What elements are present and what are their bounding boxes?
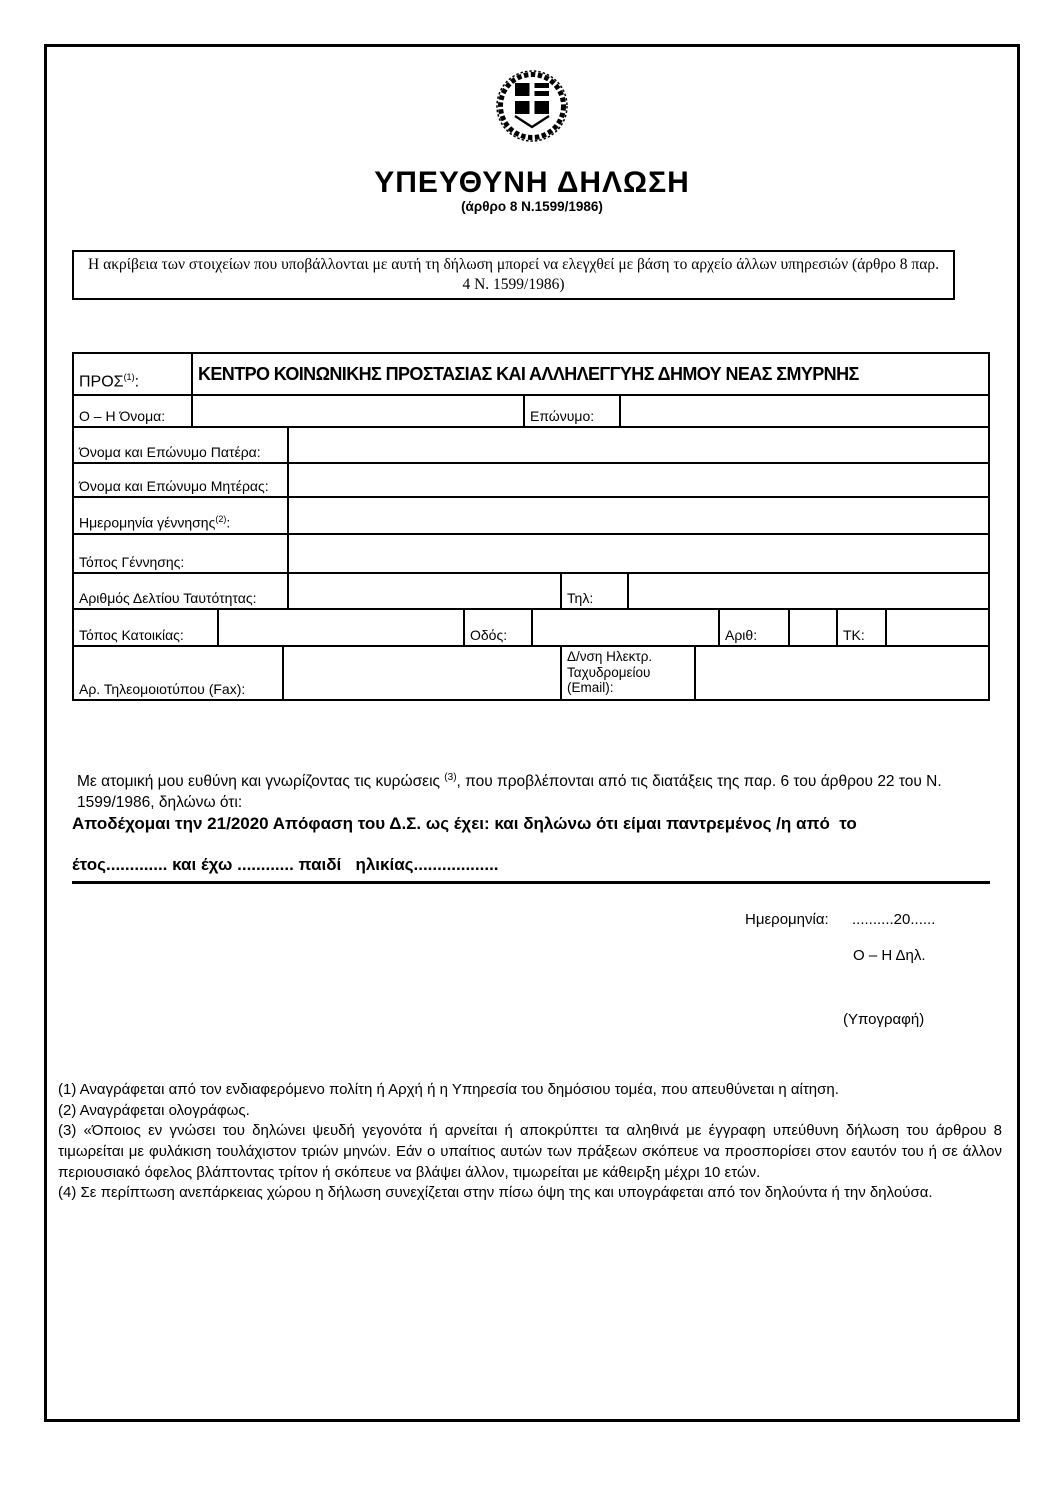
birth-date-label-cell bbox=[74, 498, 287, 533]
name-field[interactable] bbox=[191, 396, 523, 426]
residence-label-cell bbox=[74, 610, 217, 645]
birth-place-field[interactable] bbox=[287, 535, 988, 572]
name-label-cell bbox=[74, 396, 191, 426]
footnote-3: (3) «Όποιος εν γνώσει του δηλώνει ψευδή γεγονότα ή αρνείται ή αποκρύπτει τα αληθινά με έγγραφη υπεύθυνη δήλωση του άρθρου 8 τιμωρείται με φυλάκιση τουλάχιστον τριών μηνών. Εάν ο υπαίτιος αυτών των πράξεων σκόπευε να προσπορίσει στον εαυτόν του ή σε άλλον περιουσιακό όφελος βλάπτοντας τρίτον ή σκόπευε να βλάψει άλλον, τιμωρείται με κάθειρξη μέχρι 10 ετών. bbox=[58, 1122, 1002, 1181]
street-field[interactable] bbox=[531, 610, 718, 645]
birth-place-label: Τόπος Γέννησης: bbox=[79, 553, 185, 570]
street-label-cell bbox=[463, 610, 531, 645]
birth-date-field[interactable] bbox=[287, 498, 988, 533]
street-no-field[interactable] bbox=[788, 610, 836, 645]
pros-value: ΚΕΝΤΡΟ ΚΟΙΝΩΝΙΚΗΣ ΠΡΟΣΤΑΣΙΑΣ ΚΑΙ ΑΛΛΗΛΕΓΓΥΗΣ ΔΗΜΟΥ ΝΕΑΣ ΣΜΥΡΝΗΣ bbox=[191, 354, 988, 394]
signature-hint: (Υπογραφή) bbox=[843, 1011, 925, 1028]
mother-field[interactable] bbox=[287, 464, 988, 496]
id-number-label-cell bbox=[74, 574, 287, 608]
notice-text: Η ακρίβεια των στοιχείων που υποβάλλονται με αυτή τη δήλωση μπορεί να ελεγχθεί με βάση το αρχείο άλλων υπηρεσιών (άρθρο 8 παρ. 4 Ν. 1599/1986) bbox=[88, 256, 939, 294]
mother-label: Όνομα και Επώνυμο Μητέρας: bbox=[79, 477, 269, 494]
fax-field[interactable] bbox=[282, 647, 560, 699]
row-birth-date bbox=[74, 496, 988, 533]
father-label: Όνομα και Επώνυμο Πατέρα: bbox=[79, 443, 261, 460]
residence-field[interactable] bbox=[217, 610, 463, 645]
phone-label-cell bbox=[560, 574, 627, 608]
id-number-label: Αριθμός Δελτίου Ταυτότητας: bbox=[79, 589, 257, 606]
form-table bbox=[72, 352, 990, 701]
street-no-label: Αριθ: bbox=[725, 626, 758, 643]
birth-place-label-cell bbox=[74, 535, 287, 572]
footnote-2: (2) Αναγράφεται ολογράφως. bbox=[58, 1101, 250, 1119]
street-no-label-cell bbox=[718, 610, 788, 645]
phone-label: Τηλ: bbox=[567, 589, 594, 606]
email-label-cell bbox=[560, 647, 694, 699]
surname-label: Επώνυμο: bbox=[530, 407, 595, 424]
page-subtitle: (άρθρο 8 Ν.1599/1986) bbox=[461, 199, 603, 214]
declaration-intro: Με ατομική μου ευθύνη και γνωρίζοντας τις κυρώσεις $^{(3)}$, που προβλέπονται από τις διατάξεις της παρ. 6 του άρθρου 22 του Ν. 1599/1986, δηλώνω ότι: bbox=[77, 772, 942, 812]
postal-code-label-cell bbox=[836, 610, 885, 645]
email-label: Δ/νση Ηλεκτρ. Ταχυδρομείου (Email): bbox=[567, 649, 653, 696]
father-label-cell bbox=[74, 428, 287, 462]
row-mother bbox=[74, 462, 988, 496]
declaration-fill-line: έτος............. και έχω ............ παιδί ηλικίας.................. bbox=[72, 855, 990, 884]
row-id-phone bbox=[74, 572, 988, 608]
pros-label: ΠΡΟΣ$^{(1)}$: bbox=[79, 372, 140, 391]
row-fax-email bbox=[74, 645, 988, 699]
row-name bbox=[74, 394, 988, 426]
declarant-label: Ο – Η Δηλ. bbox=[853, 947, 926, 964]
row-residence bbox=[74, 608, 988, 645]
mother-label-cell bbox=[74, 464, 287, 496]
birth-date-label: Ημερομηνία γέννησης$^{(2)}$: bbox=[79, 514, 231, 531]
date-field[interactable]: ..........20...... bbox=[852, 911, 936, 928]
residence-label: Τόπος Κατοικίας: bbox=[79, 626, 184, 643]
surname-label-cell bbox=[523, 396, 619, 426]
phone-field[interactable] bbox=[627, 574, 988, 608]
postal-code-label: ΤΚ: bbox=[843, 626, 865, 643]
greek-coat-of-arms-icon bbox=[493, 64, 571, 148]
footnote-4: (4) Σε περίπτωση ανεπάρκειας χώρου η δήλωση συνεχίζεται στην πίσω όψη της και υπογράφεται από τον δηλούντα ή την δηλούσα. bbox=[58, 1184, 933, 1202]
name-label: Ο – Η Όνομα: bbox=[79, 407, 166, 424]
email-field[interactable] bbox=[694, 647, 988, 699]
id-number-field[interactable] bbox=[287, 574, 560, 608]
footnote-1: (1) Αναγράφεται από τον ενδιαφερόμενο πολίτη ή Αρχή ή η Υπηρεσία του δημόσιου τομέα, που απευθύνεται η αίτηση. bbox=[58, 1081, 839, 1098]
row-birth-place bbox=[74, 533, 988, 572]
pros-label-cell bbox=[74, 354, 191, 394]
row-father bbox=[74, 426, 988, 462]
street-label: Οδός: bbox=[470, 626, 508, 643]
declaration-statement: Αποδέχομαι την 21/2020 Απόφαση του Δ.Σ. ως έχει: και δηλώνω ότι είμαι παντρεμένος /η από το bbox=[72, 814, 857, 833]
fax-label: Αρ. Τηλεομοιοτύπου (Fax): bbox=[79, 680, 246, 697]
father-field[interactable] bbox=[287, 428, 988, 462]
page-title: ΥΠΕΥΘΥΝΗ ΔΗΛΩΣΗ bbox=[374, 166, 690, 199]
page-border bbox=[44, 44, 1020, 1422]
notice-box bbox=[72, 250, 955, 300]
row-pros bbox=[74, 354, 988, 394]
date-label: Ημερομηνία: bbox=[745, 911, 829, 928]
surname-field[interactable] bbox=[619, 396, 988, 426]
fax-label-cell bbox=[74, 647, 282, 699]
postal-code-field[interactable] bbox=[885, 610, 988, 645]
footnotes bbox=[58, 1080, 1002, 1204]
